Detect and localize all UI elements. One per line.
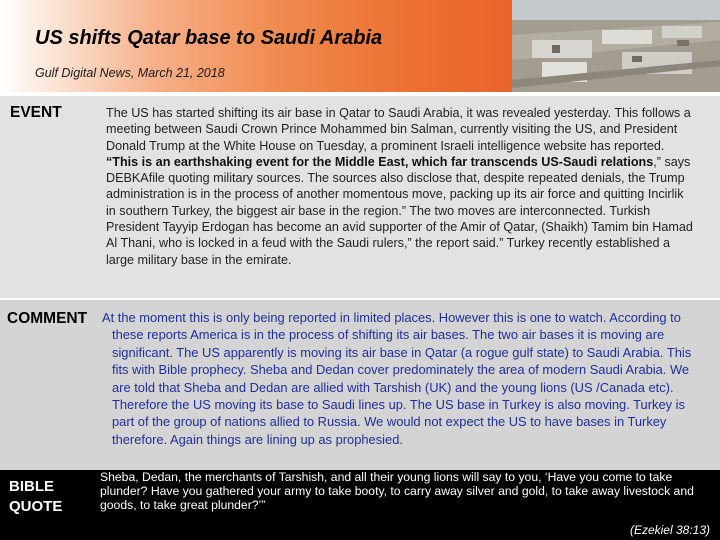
comment-body: At the moment this is only being reported in limited places. However this is one to watch. According to these reports America is in the process of shifting its air bases. The two air bases it is moving are significant. The US apparently is moving its air base in Qatar (a rogue gulf state) to Saudi Arabia. This fits with Bible prophecy. Sheba and Dedan cover predominately the area of modern Saudi Arabia. We are told that Sheba and Dedan are allied with Tarshish (UK) and the young lions (US /Canada etc). Therefore the US moving its base to Saudi lines up. The US base in Turkey is also moving. Turkey is part of the group of nations allied to Russia. We would not expect the US to have bases in Turkey therefore. Again things are lining up as prophesied. bbox=[102, 310, 692, 447]
comment-section bbox=[0, 300, 720, 470]
comment-label: COMMENT bbox=[7, 310, 88, 327]
source-line: Gulf Digital News, March 21, 2018 bbox=[35, 66, 225, 80]
air-base-aerial-image bbox=[512, 0, 720, 92]
bible-label: BIBLE bbox=[9, 478, 54, 495]
event-section bbox=[0, 96, 720, 298]
comment-text bbox=[102, 309, 697, 448]
bible-quote-label bbox=[9, 477, 62, 517]
event-text-part-1: The US has started shifting its air base in Qatar to Saudi Arabia, it was revealed yesterday. This follows a meeting between Saudi Crown Prince Mohammed bin Salman, currently visiting the US, and President Donald Trump at the White House on Tuesday, a prominent Israeli intelligence website has reported. bbox=[106, 106, 691, 153]
bible-quote-section bbox=[0, 470, 720, 540]
event-quote-bold: “This is an earthshaking event for the Middle East, which far transcends US-Saudi relations bbox=[106, 154, 654, 169]
event-text-part-2: ,” says DEBKAfile quoting military sources. The sources also disclose that, despite repeated denials, the Trump administration is in the process of another momentous move, packing up its air force and quitting Incirlik in southern Turkey, the biggest air base in the region.” The two moves are interconnected. Turkish President Tayyip Erdogan has become an avid supporter of the Amir of Qatar, (Shaikh) Tamim bin Hamad Al Thani, who is locked in a feud with the Saudi rulers,” the report said.” Turkey recently established a large military base in the emirate. bbox=[106, 154, 693, 267]
slide-title: US shifts Qatar base to Saudi Arabia bbox=[35, 27, 383, 49]
bible-quote-text: Sheba, Dedan, the merchants of Tarshish, and all their young lions will say to you, ‘Have you come to take plunder? Have you gathered your army to take booty, to carry away silver and gold, to take away livestock and goods, to take great plunder?’” bbox=[100, 470, 694, 512]
title-banner bbox=[0, 0, 512, 92]
quote-label: QUOTE bbox=[9, 498, 63, 515]
event-text bbox=[106, 105, 696, 268]
event-label: EVENT bbox=[10, 104, 62, 121]
bible-citation: (Ezekiel 38:13) bbox=[629, 523, 710, 537]
air-base-photo bbox=[512, 0, 720, 92]
